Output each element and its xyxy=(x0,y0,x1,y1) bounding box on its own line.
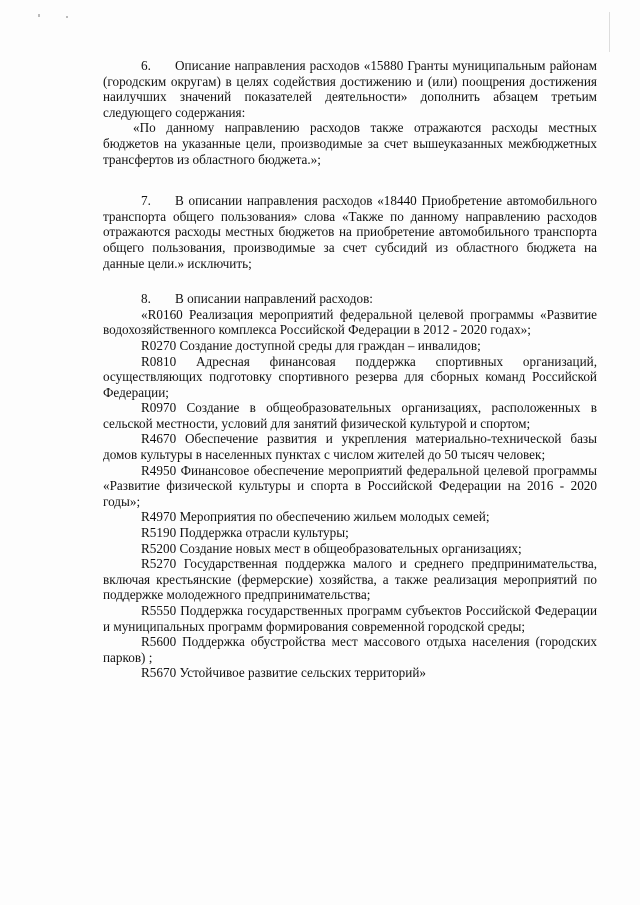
section-8-intro xyxy=(103,291,597,307)
section-number: 7. xyxy=(141,193,151,209)
document-body xyxy=(103,58,597,681)
list-item: R5550 Поддержка государственных программ субъектов Российской Федерации и муниципальных программ формирования современной городской среды; xyxy=(103,603,597,634)
section-7-paragraph xyxy=(103,193,597,271)
list-item: R5200 Создание новых мест в общеобразовательных организациях; xyxy=(141,540,522,556)
section-text: Описание направления расходов «15880 Гранты муниципальным районам (городским округам) в целях содействия достижению и (или) поощрения достижения наилучших значений показателей деятельности» дополнить абзацем третьим следующего содержания: xyxy=(103,58,597,120)
list-item: R5600 Поддержка обустройства мест массового отдыха населения (городских парков) ; xyxy=(103,634,597,665)
list-item: R5190 Поддержка отрасли культуры; xyxy=(141,525,349,541)
list-item: R0810 Адресная финансовая поддержка спортивных организаций, осуществляющих подготовку спортивного резерва для сборных команд Российской Федерации; xyxy=(103,353,597,400)
section-text: В описании направлений расходов: xyxy=(175,291,373,307)
list-item: R4970 Мероприятия по обеспечению жильем молодых семей; xyxy=(141,509,490,525)
section-text: В описании направления расходов «18440 Приобретение автомобильного транспорта общего пользования» слова «Также по данному направлению расходов отражаются расходы местных бюджетов на приобретение автомобильного транспорта общего пользования, производимые за счет субсидий из областного бюджета на данные цели.» исключить; xyxy=(103,193,597,271)
section-number: 8. xyxy=(141,291,151,307)
list-item: R4670 Обеспечение развития и укрепления материально-технической базы домов культуры в населенных пунктах с числом жителей до 50 тысяч человек; xyxy=(103,431,597,463)
list-item: R0270 Создание доступной среды для граждан – инвалидов; xyxy=(141,337,481,353)
list-item: R5670 Устойчивое развитие сельских территорий» xyxy=(141,665,426,681)
section-6-quote: «По данному направлению расходов также отражаются расходы местных бюджетов на указанные цели, производимые за счет вышеуказанных межбюджетных трансфертов из областного бюджета.»; xyxy=(103,120,597,167)
list-item: R0970 Создание в общеобразовательных организациях, расположенных в сельской местности, условий для занятий физической культурой и спортом; xyxy=(103,400,597,431)
list-item: R5270 Государственная поддержка малого и среднего предпринимательства, включая крестьянские (фермерские) хозяйства, а также реализация мероприятий по поддержке молодежного предпринимательства; xyxy=(103,556,597,603)
list-item: R4950 Финансовое обеспечение мероприятий федеральной целевой программы «Развитие физической культуры и спорта в Российской Федерации на 2016 - 2020 годы»; xyxy=(103,462,597,509)
scan-speck xyxy=(38,14,40,17)
scan-edge-mark xyxy=(609,12,610,52)
scan-speck xyxy=(66,16,68,18)
section-number: 6. xyxy=(141,58,151,73)
list-item: «R0160 Реализация мероприятий федеральной целевой программы «Развитие водохозяйственного комплекса Российской Федерации в 2012 - 2020 годах»; xyxy=(103,306,597,338)
section-6-paragraph xyxy=(103,58,597,120)
